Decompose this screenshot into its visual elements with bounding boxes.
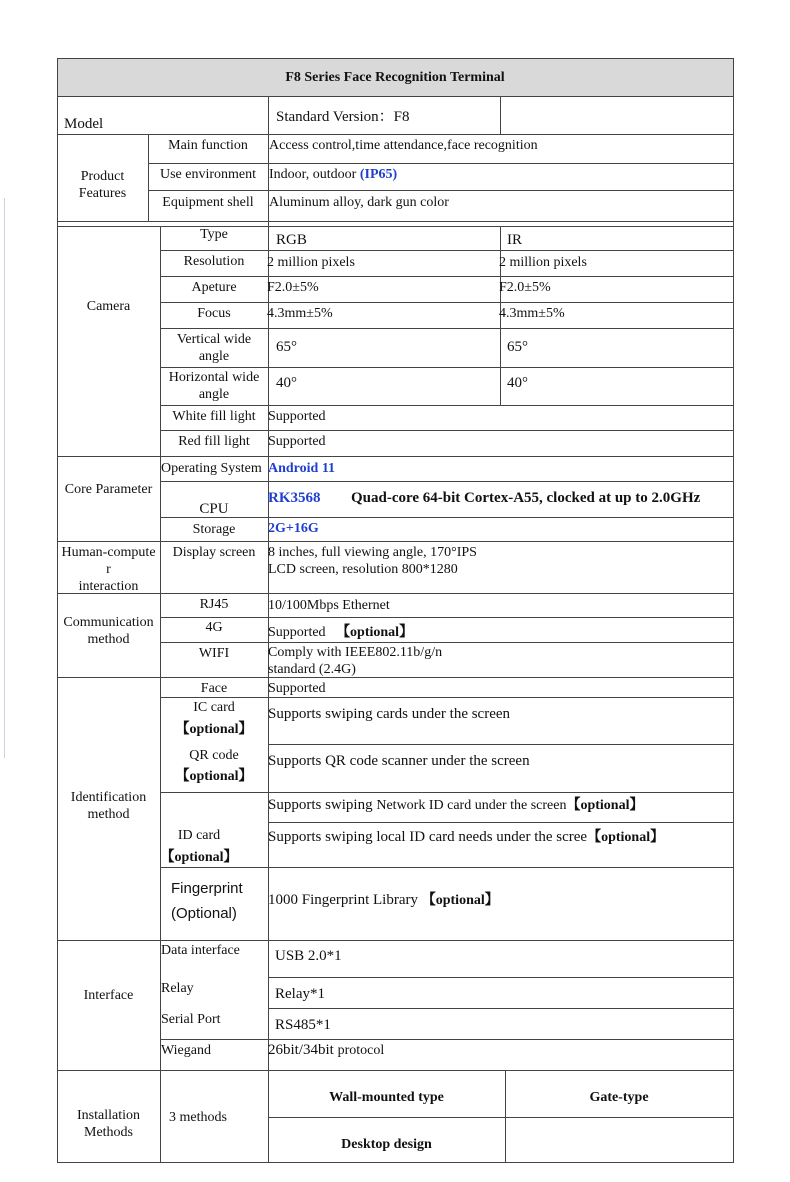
core-parameter-label: Core Parameter [64,482,153,497]
vertical-angle-label-line1: Vertical wide [176,332,252,347]
4g-value: Supported 【optional】 [268,625,414,640]
product-label-line2: Features [78,186,127,201]
wiegand-label: Wiegand [161,1043,211,1058]
fingerprint-value: 1000 Fingerprint Library 【optional】 [268,892,499,908]
storage-value: 2G+16G [268,521,319,536]
white-fill-light-value: Supported [268,409,326,424]
rj45-label: RJ45 [199,597,229,612]
horizontal-angle-rgb: 40° [276,375,297,391]
cpu-model: RK3568 [268,490,321,506]
page-edge-line [4,198,5,758]
installation-wall-mounted: Wall-mounted type [329,1090,444,1105]
focus-label: Focus [197,306,231,321]
white-fill-light-label: White fill light [172,409,256,424]
display-screen-label: Display screen [172,545,256,560]
product-label-line1: Product [80,169,125,184]
wiegand-value: 26bit/34bit protocol [268,1042,385,1058]
installation-label-line1: Installation [77,1108,140,1123]
ic-card-label: IC card [193,700,235,715]
ic-card-optional: 【optional】 [175,722,253,737]
installation-gate-type: Gate-type [589,1090,649,1105]
model-label: Model [64,116,104,132]
vertical-angle-rgb: 65° [276,339,297,355]
communication-label-line1: Communication [63,615,154,630]
wifi-value-line2: standard (2.4G) [268,662,356,677]
hci-label-line2: r [106,562,111,577]
main-function-label: Main function [168,138,248,153]
operating-system-label: Operating System [161,461,262,476]
focus-ir: 4.3mm±5% [499,306,565,321]
aperture-ir: F2.0±5% [499,280,551,295]
red-fill-light-value: Supported [268,434,326,449]
hci-label-line1: Human-compute [61,545,156,560]
id-card-value-network: Supports swiping Network ID card under the screen【optional】 [268,797,644,813]
4g-label: 4G [205,620,223,635]
data-interface-label: Data interface [161,943,240,958]
aperture-rgb: F2.0±5% [267,280,319,295]
relay-label: Relay [161,981,194,996]
camera-type-ir: IR [507,232,522,248]
wifi-label: WIFI [198,646,230,661]
data-interface-value: USB 2.0*1 [275,948,342,964]
communication-label-line2: method [87,632,130,647]
equipment-shell-value: Aluminum alloy, dark gun color [269,195,449,210]
equipment-shell-label: Equipment shell [162,195,254,210]
serial-port-value: RS485*1 [275,1017,331,1033]
ic-card-value: Supports swiping cards under the screen [268,706,511,722]
aperture-label: Apeture [191,280,237,295]
identification-label-line2: method [87,807,130,822]
hci-label-line3: interaction [78,579,139,594]
main-function-value: Access control,time attendance,face recognition [269,138,538,153]
camera-type-rgb: RGB [276,232,307,248]
face-value: Supported [268,681,326,696]
camera-label: Camera [86,299,131,314]
page-title: F8 Series Face Recognition Terminal [285,70,505,85]
installation-count: 3 methods [169,1110,227,1125]
wifi-value-line1: Comply with IEEE802.11b/g/n [268,645,443,660]
qr-code-optional: 【optional】 [175,769,253,784]
qr-code-value: Supports QR code scanner under the screen [268,753,530,769]
installation-desktop: Desktop design [341,1137,432,1152]
horizontal-angle-ir: 40° [507,375,528,391]
cpu-label: CPU [199,501,229,517]
model-value: Standard Version：F8 [276,109,410,125]
cpu-description: Quad-core 64-bit Cortex-A55, clocked at up to 2.0GHz [351,490,701,506]
identification-label-line1: Identification [70,790,147,805]
ip-rating: (IP65) [359,167,398,182]
operating-system-value: Android 11 [268,461,336,476]
display-screen-value-line2: LCD screen, resolution 800*1280 [268,562,458,577]
interface-label: Interface [83,988,134,1003]
resolution-label: Resolution [183,254,245,269]
camera-type-label: Type [200,227,228,242]
resolution-ir: 2 million pixels [499,255,587,270]
face-label: Face [200,681,228,696]
fingerprint-label-line1: Fingerprint [171,880,243,897]
qr-code-label: QR code [189,748,239,763]
vertical-angle-label-line2: angle [198,349,230,364]
red-fill-light-label: Red fill light [178,434,250,449]
id-card-value-local: Supports swiping local ID card needs under the scree【optional】 [268,829,665,845]
id-card-optional: 【optional】 [160,850,238,865]
resolution-rgb: 2 million pixels [267,255,355,270]
horizontal-angle-label-line1: Horizontal wide [168,370,260,385]
fingerprint-label-line2: (Optional) [171,905,237,922]
use-environment-value: Indoor, outdoor (IP65) [269,167,398,182]
storage-label: Storage [192,522,236,537]
horizontal-angle-label-line2: angle [198,387,230,402]
display-screen-value-line1: 8 inches, full viewing angle, 170°IPS [268,545,477,560]
id-card-label: ID card [177,828,221,843]
focus-rgb: 4.3mm±5% [267,306,333,321]
vertical-angle-ir: 65° [507,339,528,355]
serial-port-label: Serial Port [161,1012,221,1027]
use-environment-label: Use environment [159,167,257,182]
relay-value: Relay*1 [275,986,325,1002]
installation-label-line2: Methods [84,1125,133,1140]
rj45-value: 10/100Mbps Ethernet [268,598,390,613]
